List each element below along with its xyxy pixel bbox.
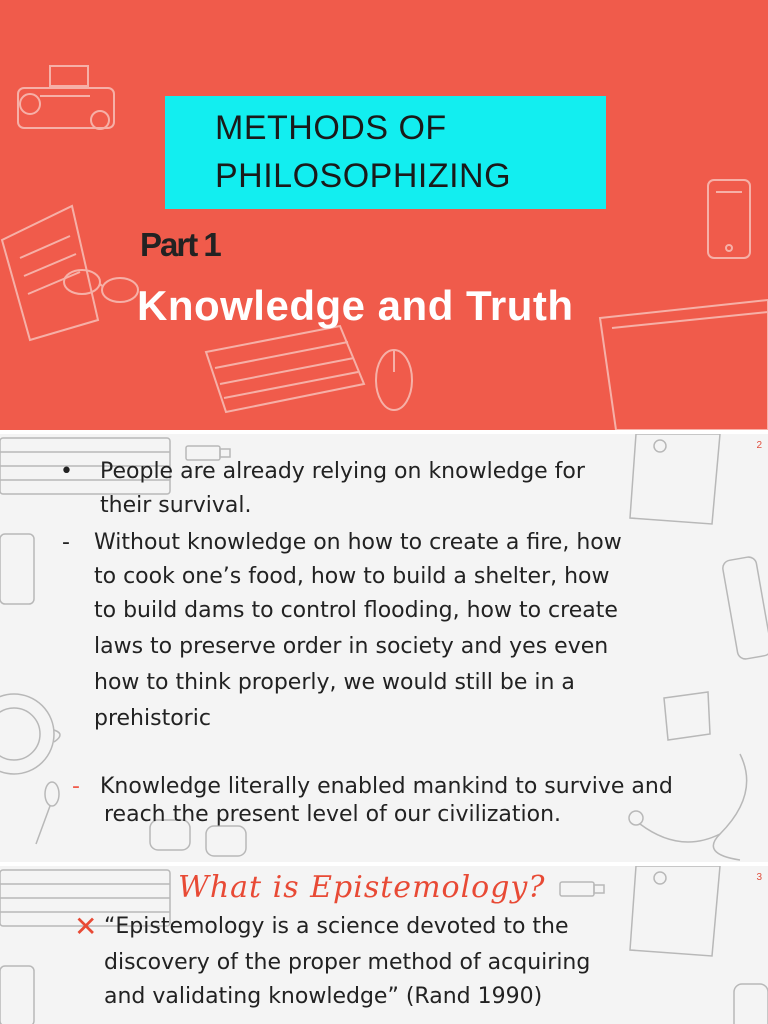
dash1-line-4: laws to preserve order in society and yes even <box>94 634 609 659</box>
slide3-title: What is Epistemology? <box>178 870 546 905</box>
title-line-1: METHODS OF <box>215 109 447 147</box>
keyboard-icon <box>206 326 364 412</box>
dash2-line-2: reach the present level of our civilization. <box>104 802 562 827</box>
slide1-doodles <box>0 0 768 430</box>
quote-line-3: and validating knowledge” (Rand 1990) <box>104 984 543 1009</box>
notebook-icon <box>2 206 98 340</box>
part-label: Part 1 <box>140 226 220 263</box>
dash-marker-1: - <box>62 530 70 555</box>
quote-line-1: “Epistemology is a science devoted to the <box>104 914 569 939</box>
dash1-line-1: Without knowledge on how to create a fire, how <box>94 530 622 555</box>
tablet-icon <box>600 300 768 430</box>
slide-title <box>215 104 511 200</box>
dash-marker-2: - <box>72 774 80 799</box>
x-mark-icon: ✕ <box>74 910 98 943</box>
dash1-line-5: how to think properly, we would still be in a <box>94 670 575 695</box>
bullet-marker: • <box>60 459 73 484</box>
coffee-cup-icon <box>0 694 60 774</box>
quote-line-2: discovery of the proper method of acquiring <box>104 950 591 975</box>
slide-number: 3 <box>756 872 762 883</box>
slide-subtitle: Knowledge and Truth <box>137 282 574 329</box>
mouse-icon <box>376 350 412 410</box>
dash1-line-2: to cook one’s food, how to build a shelter, how <box>94 564 610 589</box>
bullet-line-1: People are already relying on knowledge for <box>100 459 585 484</box>
notebook-icon <box>630 866 720 956</box>
dash1-line-3: to build dams to control flooding, how to create <box>94 598 618 623</box>
sticky-note-icon <box>664 692 710 740</box>
slide-2 <box>0 434 768 862</box>
notebook-icon <box>630 434 720 524</box>
camera-icon <box>18 66 114 129</box>
smartphone-icon <box>708 180 750 258</box>
bullet-line-2: their survival. <box>100 493 252 518</box>
usb-drive-icon <box>560 882 604 896</box>
dash1-line-6: prehistoric <box>94 706 211 731</box>
slide-1 <box>0 0 768 430</box>
slide-3 <box>0 866 768 1024</box>
slide-number: 2 <box>756 440 762 451</box>
dash2-line-1: Knowledge literally enabled mankind to survive and <box>100 774 673 799</box>
title-line-2: PHILOSOPHIZING <box>215 157 512 195</box>
spoon-icon <box>36 782 59 844</box>
